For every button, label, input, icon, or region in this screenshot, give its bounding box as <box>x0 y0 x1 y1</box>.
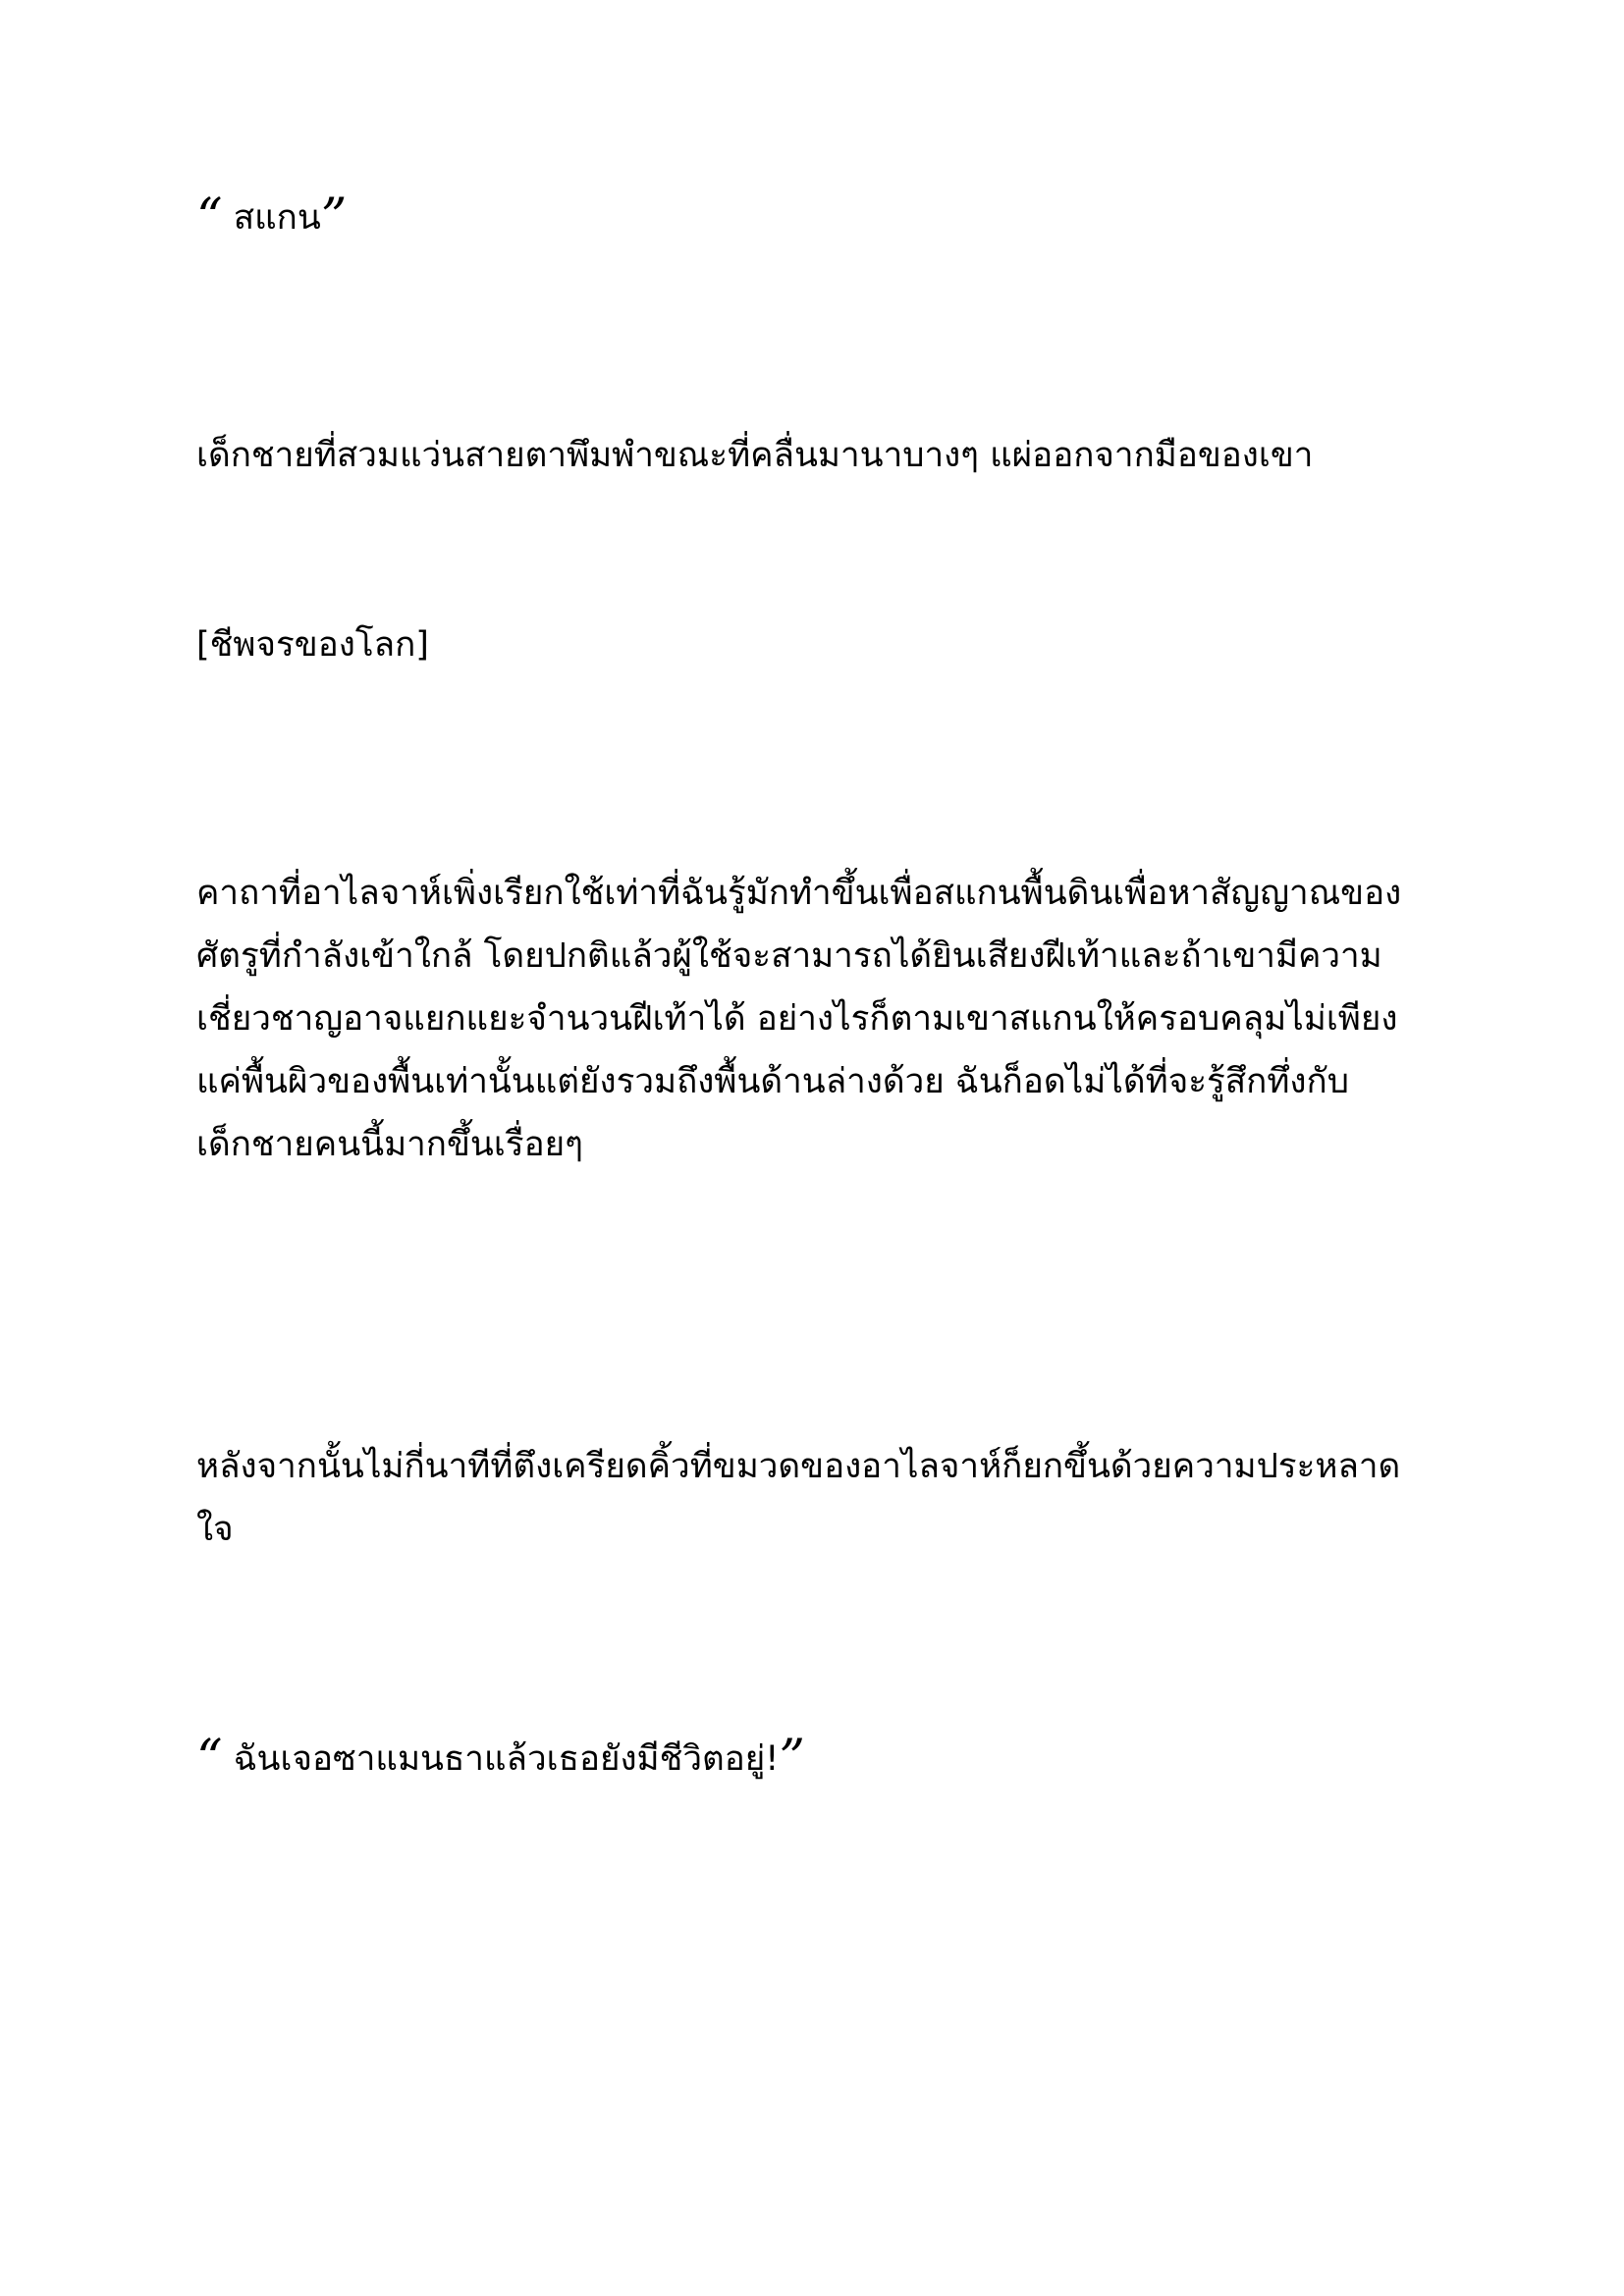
dialogue-text: สแกน <box>222 198 321 238</box>
spell-name-text: [ชีพจรของโลก] <box>196 625 429 665</box>
paragraph-line: คาถาที่อาไลจาห์เพิ่งเรียกใช้เท่าที่ฉันรู้มักทำขึ้นเพื่อสแกนพื้นดินเพื่อหาสัญญาณของ <box>196 874 1402 913</box>
narration-paragraph <box>196 1435 1434 1561</box>
close-quote: ” <box>779 1730 805 1789</box>
paragraph-line: ใจ <box>196 1510 234 1549</box>
dialogue-scan <box>196 187 1434 249</box>
spell-name <box>196 614 1434 676</box>
paragraph-line: หลังจากนั้นไม่กี่นาทีที่ตึงเครียดคิ้วที่ขมวดของอาไลจาห์ก็ยกขึ้นด้วยความประหลาด <box>196 1447 1401 1486</box>
paragraph-line: เด็กชายที่สวมแว่นสายตาพึมพำขณะที่คลื่นมานาบางๆ แผ่ออกจากมือของเขา <box>196 436 1314 475</box>
open-quote: “ <box>196 1730 223 1789</box>
paragraph-line: เชี่ยวชาญอาจแยกแยะจำนวนฝีเท้าได้ อย่างไรก็ตามเขาสแกนให้ครอบคลุมไม่เพียง <box>196 999 1398 1039</box>
close-quote: ” <box>320 188 348 247</box>
narration-paragraph <box>196 424 1434 487</box>
paragraph-line: แค่พื้นผิวของพื้นเท่านั้นแต่ยังรวมถึงพื้นด้านล่างด้วย ฉันก็อดไม่ได้ที่จะรู้สึกทึ่งกับ <box>196 1062 1349 1101</box>
paragraph-line: ศัตรูที่กำลังเข้าใกล้ โดยปกติแล้วผู้ใช้จะสามารถได้ยินเสียงฝีเท้าและถ้าเขามีความ <box>196 936 1382 976</box>
open-quote: “ <box>196 188 223 247</box>
dialogue-found-samantha <box>196 1728 1434 1790</box>
narration-paragraph <box>196 862 1434 1176</box>
dialogue-text: ฉันเจอซาแมนธาแล้วเธอยังมีชีวิตอยู่! <box>222 1739 780 1779</box>
paragraph-line: เด็กชายคนนี้มากขึ้นเรื่อยๆ <box>196 1125 583 1164</box>
